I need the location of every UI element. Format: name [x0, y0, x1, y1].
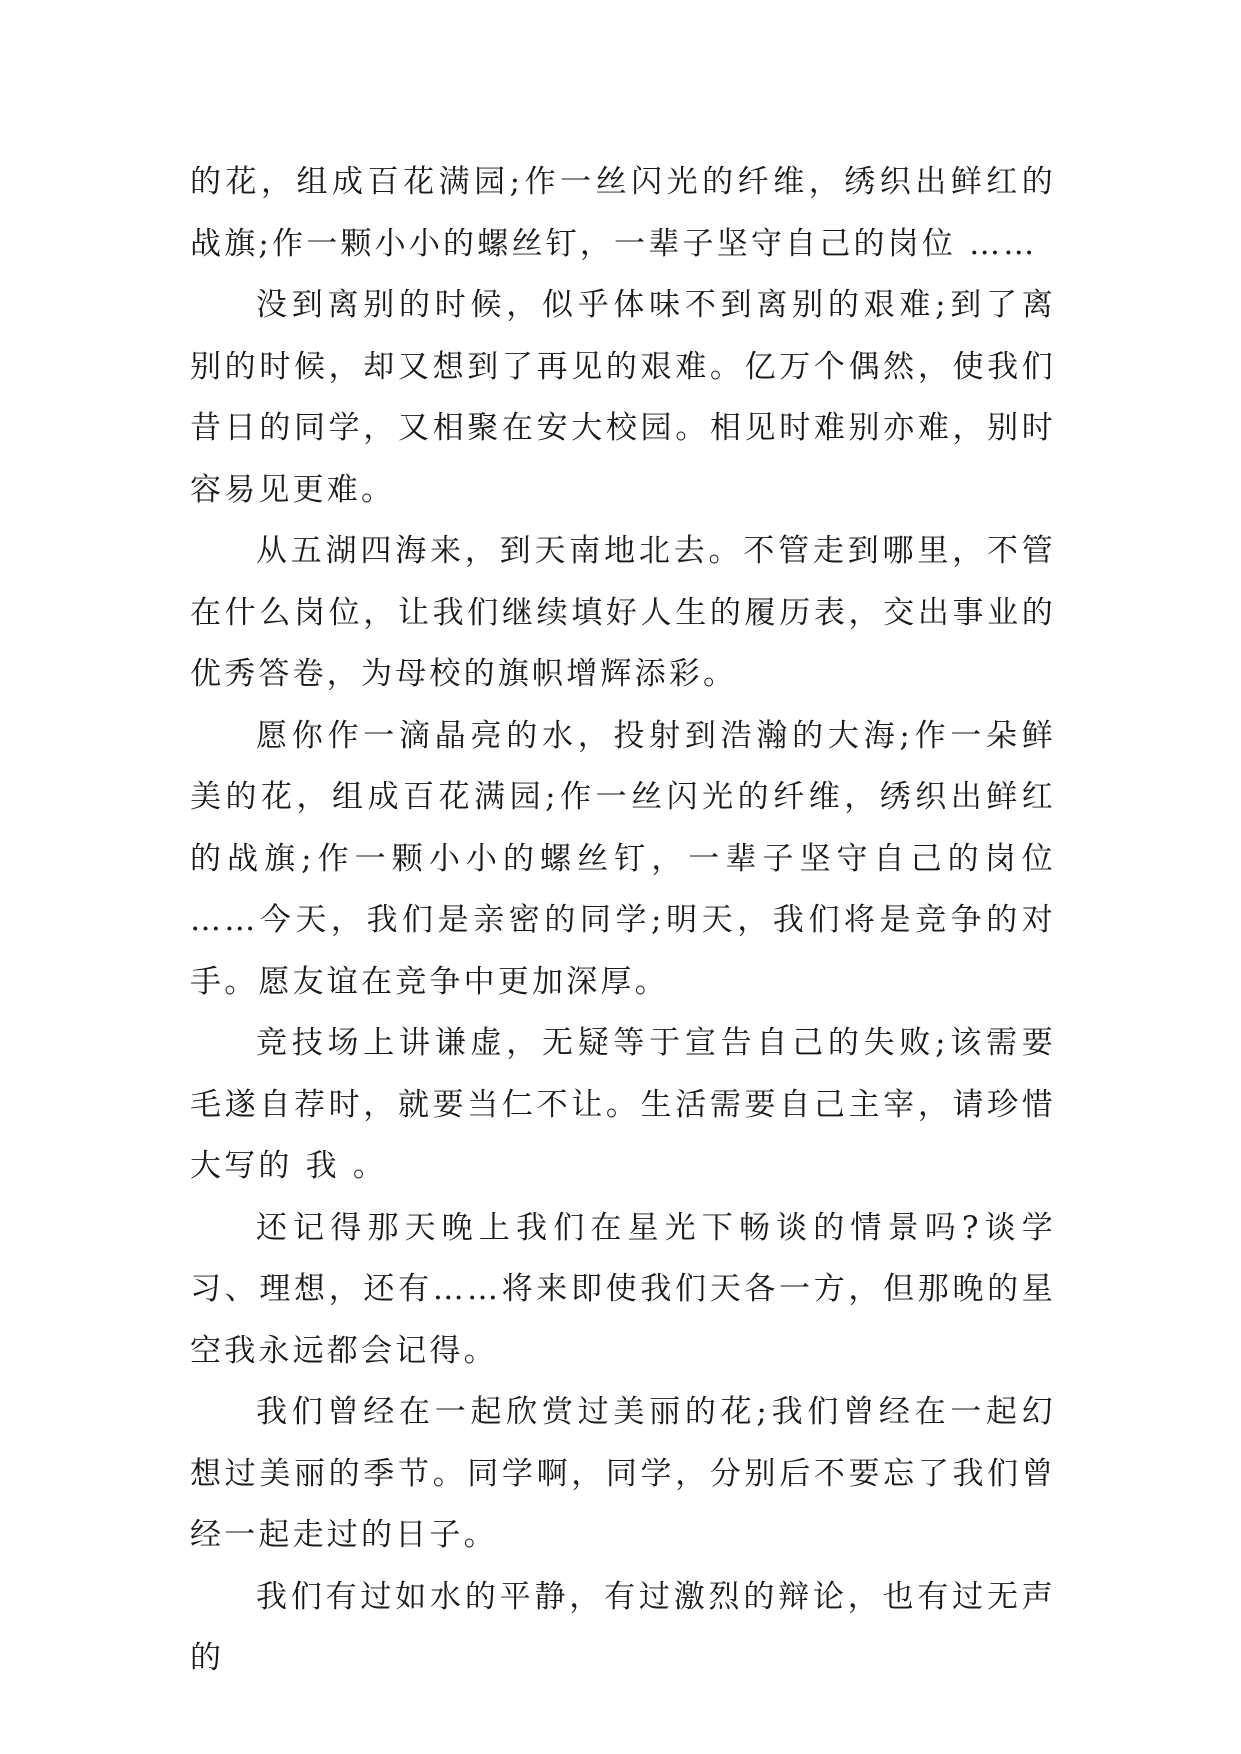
paragraph: 从五湖四海来，到天南地北去。不管走到哪里，不管在什么岗位，让我们继续填好人生的履历表，交出事业的优秀答卷，为母校的旗帜增辉添彩。: [190, 533, 1056, 692]
paragraph: 我们曾经在一起欣赏过美丽的花;我们曾经在一起幻想过美丽的季节。同学啊，同学，分别后不要忘了我们曾经一起走过的日子。: [190, 1394, 1056, 1553]
paragraph: 的花，组成百花满园;作一丝闪光的纤维，绣织出鲜红的战旗;作一颗小小的螺丝钉，一辈子坚守自己的岗位 ……: [190, 164, 1056, 262]
paragraph: 没到离别的时候，似乎体味不到离别的艰难;到了离别的时候，却又想到了再见的艰难。亿万个偶然，使我们昔日的同学，又相聚在安大校园。相见时难别亦难，别时容易见更难。: [190, 287, 1056, 508]
paragraph: 我们有过如水的平静，有过激烈的辩论，也有过无声的: [190, 1578, 1056, 1676]
paragraph: 愿你作一滴晶亮的水，投射到浩瀚的大海;作一朵鲜美的花，组成百花满园;作一丝闪光的纤维，绣织出鲜红的战旗;作一颗小小的螺丝钉，一辈子坚守自己的岗位 ……今天，我们是亲密的同学;明天，我们将是竞争的对手。愿友谊在竞争中更加深厚。: [190, 717, 1056, 1000]
paragraph: 还记得那天晚上我们在星光下畅谈的情景吗?谈学习、理想，还有……将来即使我们天各一方，但那晚的星空我永远都会记得。: [190, 1209, 1056, 1369]
document-page: [190, 152, 1056, 1690]
paragraph: 竞技场上讲谦虚，无疑等于宣告自己的失败;该需要毛遂自荐时，就要当仁不让。生活需要自己主宰，请珍惜大写的 我 。: [190, 1025, 1056, 1184]
